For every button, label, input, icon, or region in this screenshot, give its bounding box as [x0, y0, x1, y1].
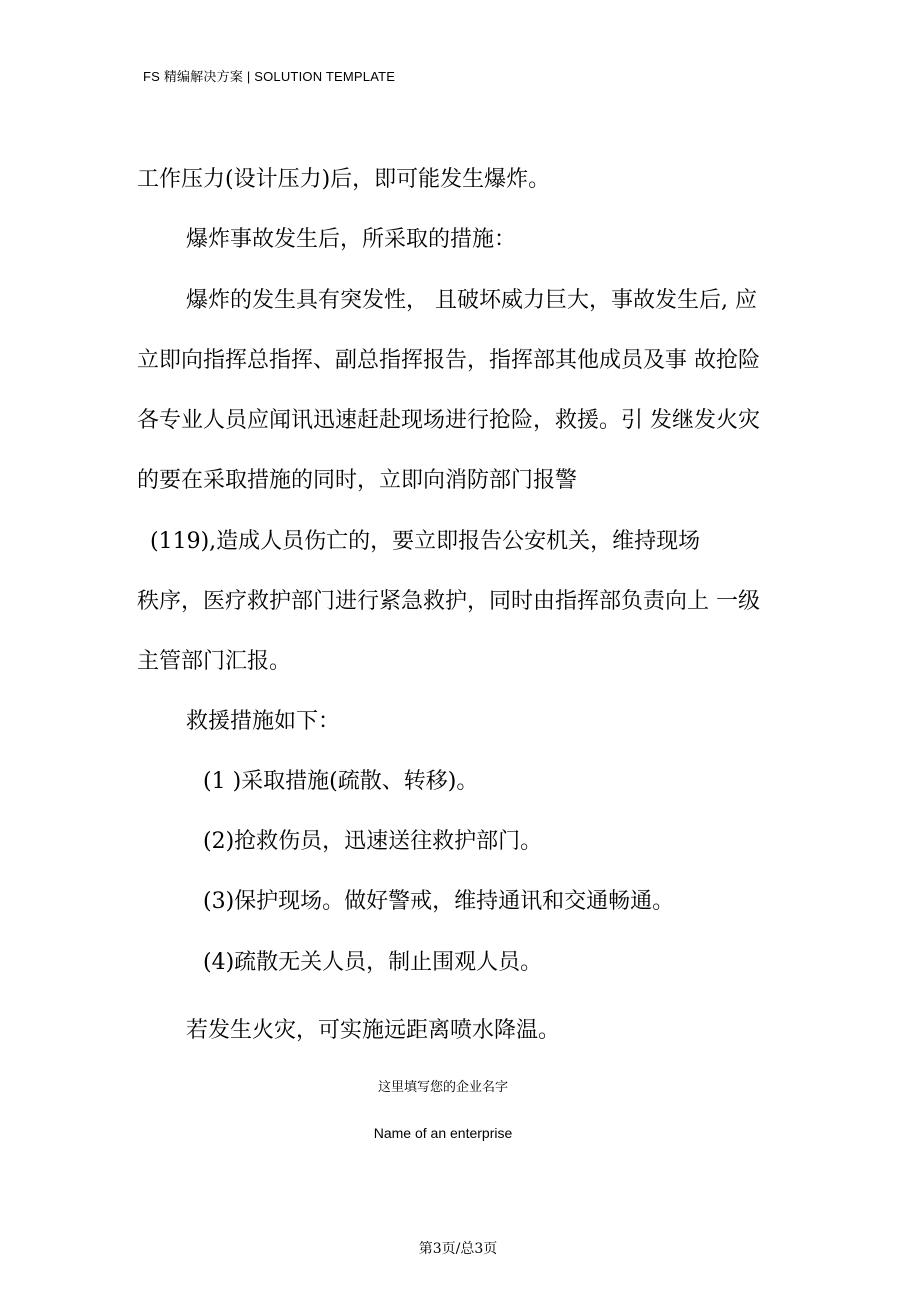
- body-line-4: 立即向指挥总指挥、副总指挥报告，指挥部其他成员及事 故抢险: [137, 348, 760, 373]
- body-line-last: 若发生火灾，可实施远距离喷水降温。: [186, 1018, 561, 1043]
- body-line-10: 救援措施如下：: [186, 709, 341, 734]
- list-item-3: (3)保护现场。做好警戒，维持通讯和交通畅通。: [203, 889, 675, 914]
- list-item-2: (2)抢救伤员，迅速送往救护部门。: [203, 829, 543, 854]
- body-line-2: 爆炸事故发生后，所采取的措施：: [186, 227, 517, 252]
- document-header: FS 精编解决方案 | SOLUTION TEMPLATE: [143, 69, 396, 84]
- body-line-1: 工作压力(设计压力)后，即可能发生爆炸。: [137, 167, 551, 192]
- list-item-1: (1 )采取措施(疏散、转移)。: [203, 769, 479, 794]
- body-line-3: 爆炸的发生具有突发性， 且破坏威力巨大，事故发生后, 应: [186, 288, 757, 313]
- list-item-4: (4)疏散无关人员，制止围观人员。: [203, 950, 543, 975]
- page-number: 第3页/总3页: [418, 1241, 498, 1257]
- enterprise-name-cn: 这里填写您的企业名字: [377, 1080, 508, 1095]
- body-line-7: (119),造成人员伤亡的，要立即报告公安机关，维持现场: [150, 529, 701, 554]
- body-line-8: 秩序，医疗救护部门进行紧急救护，同时由指挥部负责向上 一级: [137, 589, 760, 614]
- body-line-5: 各专业人员应闻讯迅速赶赴现场进行抢险，救援。引 发继发火灾: [137, 408, 760, 433]
- enterprise-name-en: Name of an enterprise: [373, 1125, 513, 1141]
- body-line-6: 的要在采取措施的同时，立即向消防部门报警: [137, 468, 578, 493]
- body-line-9: 主管部门汇报。: [137, 649, 292, 674]
